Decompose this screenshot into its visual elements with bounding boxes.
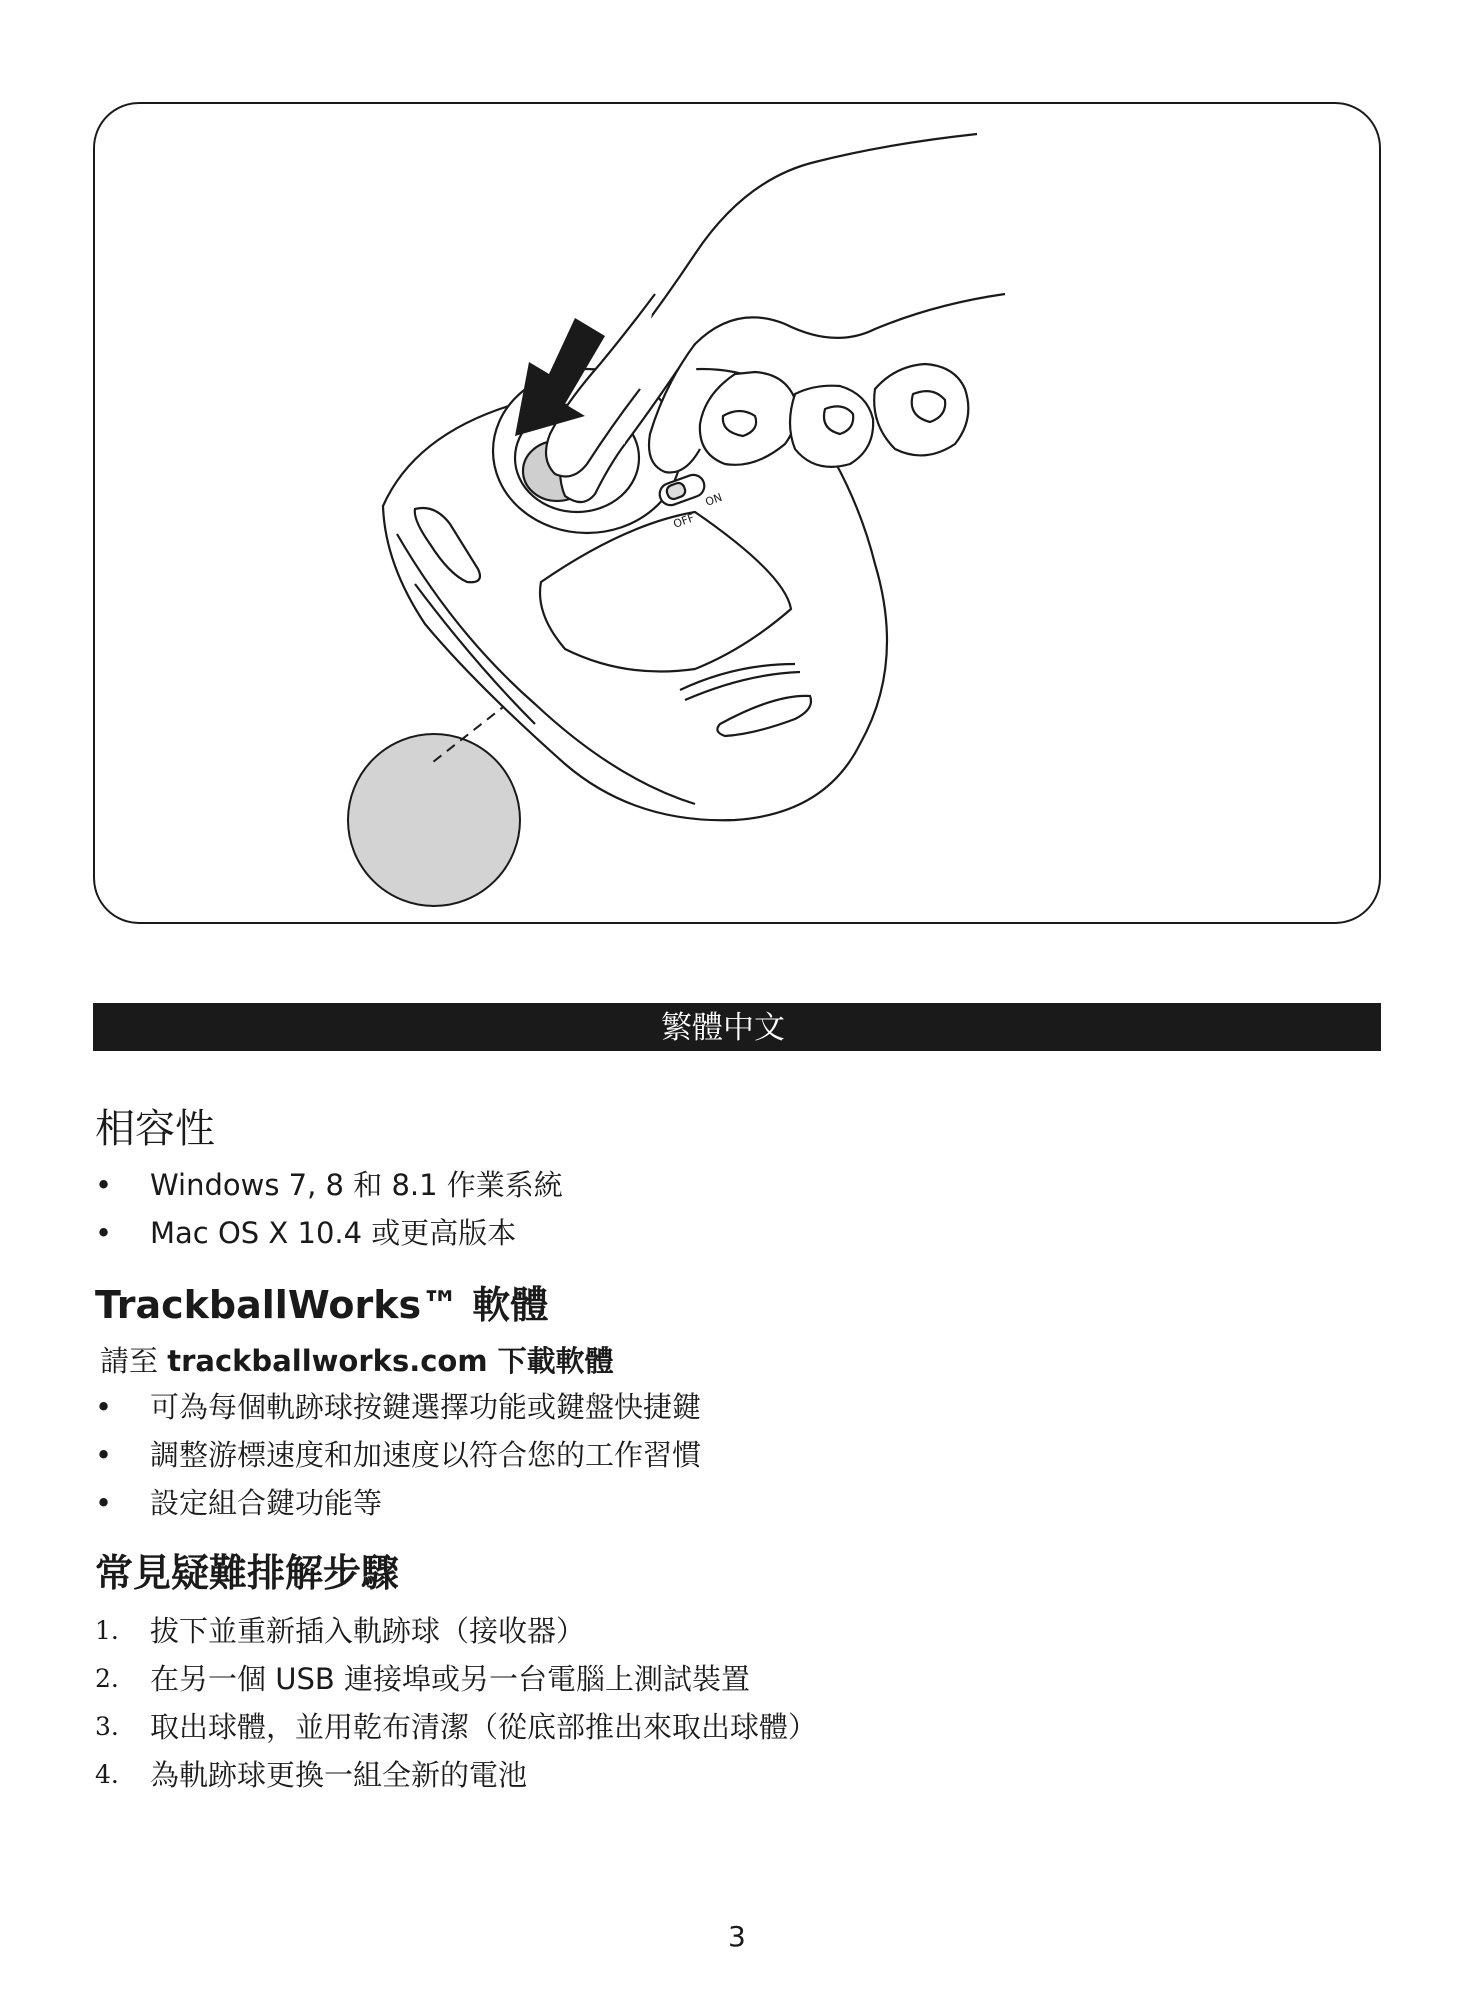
bullet: • xyxy=(95,1390,113,1424)
compatibility-heading: 相容性 xyxy=(95,1106,215,1152)
software-heading: TrackballWorks™ 軟體 xyxy=(95,1283,549,1327)
step-text: 拔下並重新插入軌跡球（接收器） xyxy=(150,1614,586,1648)
switch-on-label: ON xyxy=(703,490,724,509)
bullet: • xyxy=(95,1438,113,1472)
software-intro xyxy=(100,1342,614,1380)
list-item-text: 調整游標速度和加速度以符合您的工作習慣 xyxy=(150,1438,702,1472)
step-number: 3. xyxy=(95,1712,119,1741)
step-number: 1. xyxy=(95,1616,119,1645)
list-item-text: Windows 7, 8 和 8.1 作業系統 xyxy=(150,1168,563,1202)
step-number: 4. xyxy=(95,1760,119,1789)
illustration-frame xyxy=(93,102,1381,924)
bullet: • xyxy=(95,1168,113,1202)
troubleshooting-heading: 常見疑難排解步驟 xyxy=(95,1551,400,1595)
list-item-text: 可為每個軌跡球按鍵選擇功能或鍵盤快捷鍵 xyxy=(150,1390,702,1424)
step-text: 在另一個 USB 連接埠或另一台電腦上測試裝置 xyxy=(150,1662,750,1696)
page-number: 3 xyxy=(728,1920,746,1953)
hand xyxy=(546,134,1005,502)
step-number: 2. xyxy=(95,1664,119,1693)
bullet: • xyxy=(95,1486,113,1520)
software-intro-link: trackballworks.com 下載軟體 xyxy=(167,1344,614,1378)
list-item-text: 設定組合鍵功能等 xyxy=(150,1486,383,1520)
language-bar xyxy=(93,1003,1381,1051)
removed-ball xyxy=(348,734,520,906)
trackball-illustration xyxy=(95,104,1381,924)
language-label: 繁體中文 xyxy=(661,1010,785,1046)
software-intro-prefix: 請至 xyxy=(100,1344,168,1378)
switch-off-label: OFF xyxy=(671,511,697,531)
step-text: 取出球體，並用乾布清潔（從底部推出來取出球體） xyxy=(150,1710,818,1744)
list-item-text: Mac OS X 10.4 或更高版本 xyxy=(150,1216,517,1250)
step-text: 為軌跡球更換一組全新的電池 xyxy=(150,1758,528,1792)
bullet: • xyxy=(95,1216,113,1250)
